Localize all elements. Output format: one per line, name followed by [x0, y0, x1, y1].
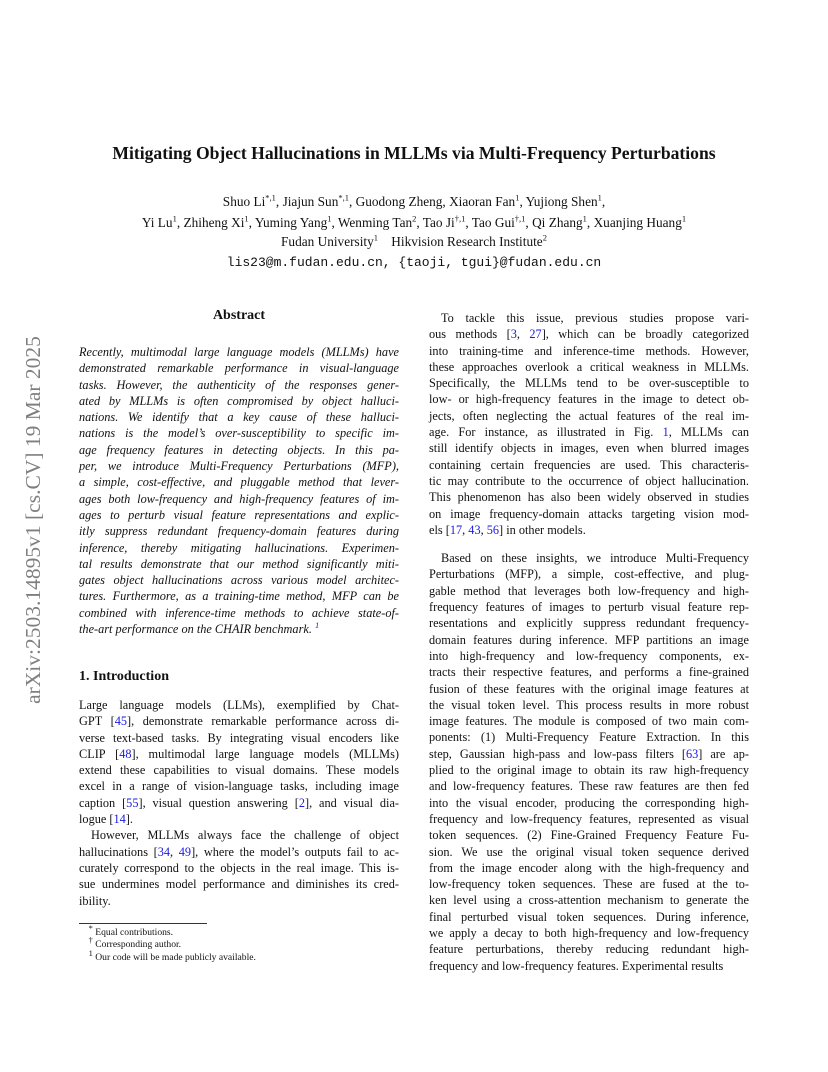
- text-line: frequency and low-frequency features, represented as visual: [429, 811, 749, 826]
- text-line: ibility.: [79, 893, 111, 908]
- author-affiliation-marker: 1: [681, 213, 687, 224]
- text-line: frequency and low-frequency features. Experimental results: [429, 958, 724, 973]
- text-segment: caption [: [79, 795, 127, 810]
- text-line: fusion of these features with the original image features at: [429, 681, 749, 696]
- footnote-marker: 1: [88, 947, 93, 958]
- text-segment: CLIP [: [79, 746, 120, 761]
- citation-link[interactable]: 14: [113, 812, 126, 827]
- citation-link[interactable]: 34: [157, 844, 171, 859]
- author-affiliation-marker: †,1: [514, 213, 526, 224]
- citation-link[interactable]: 45: [114, 714, 127, 729]
- text-segment: ] are ap-: [698, 746, 749, 761]
- text-line: [79, 811, 399, 827]
- abstract-body: [79, 344, 399, 637]
- citation-link[interactable]: 48: [119, 746, 132, 761]
- text-line: on image frequency-domain attacks targeting vision mod-: [429, 506, 749, 521]
- text-segment: ], multimodal large language models (MLLMs): [131, 746, 399, 761]
- author-name: Guodong Zheng: [355, 194, 443, 209]
- introduction-body: [79, 697, 399, 909]
- text-segment: ,: [480, 522, 487, 537]
- text-line: Based on these insights, we introduce Multi-Frequency: [441, 551, 749, 566]
- text-segment: step, Gaussian high-pass and low-pass filters [: [429, 746, 686, 761]
- text-line: [429, 326, 749, 342]
- abstract-heading: Abstract: [212, 308, 266, 323]
- footnote-divider: [79, 923, 207, 924]
- text-line: [429, 522, 749, 538]
- text-line: [79, 713, 399, 729]
- text-segment: GPT [: [79, 714, 115, 729]
- text-line: still identify objects in images, even when blurred images: [429, 441, 749, 456]
- text-line: [79, 795, 399, 811]
- text-line: domain features during inference. MFP partitions an image: [429, 632, 749, 647]
- text-segment: ,: [170, 844, 179, 859]
- text-segment: ], visual question answering [: [138, 795, 299, 810]
- author-affiliation-marker: †,1: [454, 213, 466, 224]
- footnote-item: [79, 922, 399, 939]
- text-line: tal results demonstrate that our method significantly miti-: [79, 556, 399, 571]
- citation-link[interactable]: 49: [178, 844, 192, 859]
- footnote-text: Equal contributions.: [95, 927, 174, 938]
- arxiv-id-text: arXiv:2503.14895v1 [cs.CV] 19 Mar 2025: [21, 336, 45, 704]
- text-segment: age. For instance, as illustrated in Fig.: [429, 425, 663, 440]
- footnote-marker: *: [88, 922, 93, 933]
- text-segment: ].: [125, 812, 133, 827]
- text-line: token sequences. (2) Fine-Grained Frequency Feature Fu-: [429, 828, 749, 843]
- text-line: sion. We use the original visual token sequence derived: [429, 844, 749, 859]
- text-line: and low-frequency features. These raw features are then fed: [429, 779, 749, 794]
- text-segment: ous methods [: [429, 327, 511, 342]
- text-line: tracts their respective features, and performs a fine-grained: [429, 665, 749, 680]
- author-affiliation-marker: 2: [412, 213, 417, 224]
- text-segment: ], where the model’s outputs fail to ac-: [191, 844, 399, 859]
- text-segment: ], demonstrate remarkable performance across di-: [126, 714, 399, 729]
- text-line: tures. Furthermore, as a training-time method, MFP can be: [79, 589, 399, 604]
- paper-title: Mitigating Object Hallucinations in MLLMs via Multi-Frequency Perturbations: [112, 143, 716, 163]
- text-line: plied to the original image to obtain its raw high-frequency: [429, 763, 749, 778]
- text-line: Perturbations (MFP), a simple, cost-effective, and plug-: [429, 567, 749, 582]
- text-line: [429, 746, 749, 762]
- text-line: into training-time and inference-time methods. However,: [429, 343, 749, 358]
- text-line: ponents: (1) Multi-Frequency Feature Extraction. In this: [429, 730, 749, 745]
- text-line: gable method that leverages both low-frequency and high-: [429, 583, 749, 598]
- text-line: we apply a decay to both high-frequency and low-frequency: [429, 925, 749, 940]
- text-line: itly suppress redundant frequency-domain features during: [79, 524, 399, 539]
- paragraph-gap: [429, 538, 749, 550]
- text-line: extend these capabilities to visual domains. These models: [79, 763, 399, 778]
- affiliations: [0, 233, 828, 250]
- citation-link[interactable]: 55: [126, 795, 139, 810]
- author-name: Yujiong Shen: [525, 194, 598, 209]
- text-line: these approaches overlook a critical weakness in MLLMs.: [429, 359, 749, 374]
- text-line: per, we introduce Multi-Frequency Perturbations (MFP),: [79, 459, 399, 474]
- author-affiliation-marker: 1: [327, 213, 332, 224]
- text-line: tic may contribute to the occurrence of object hallucination.: [429, 473, 749, 488]
- footnote-text: Corresponding author.: [95, 939, 182, 951]
- text-line: ated by MLLMs is often compromised by object halluci-: [79, 393, 399, 408]
- author-name: Qi Zhang: [532, 215, 583, 230]
- author-name: Yuming Yang: [254, 215, 328, 230]
- text-line: ken level using a cross-attention mechanism to generate the: [429, 893, 749, 908]
- text-segment: ,: [516, 327, 530, 342]
- citation-link[interactable]: 17: [449, 522, 463, 537]
- author-name: Fudan University: [281, 234, 374, 249]
- citation-link[interactable]: 63: [686, 746, 699, 761]
- citation-link[interactable]: 2: [298, 795, 305, 810]
- right-column-body: [429, 310, 749, 974]
- text-line: Recently, multimodal large language models (MLLMs) have: [79, 345, 399, 359]
- text-segment: ,: [462, 522, 469, 537]
- text-line: nations is the model’s over-susceptibility to specific im-: [79, 426, 399, 441]
- text-line: jects, often neglecting the actual features of the real im-: [429, 408, 749, 423]
- text-line: [79, 746, 399, 762]
- text-line: tasks. However, the authenticity of the responses gener-: [79, 377, 399, 392]
- author-affiliation-marker: 1: [172, 213, 177, 224]
- author-name: Yi Lu: [141, 215, 173, 230]
- author-name: Tao Gui: [471, 215, 515, 230]
- author-list-line-2: Yi Lu$^1$, Zhiheng Xi$^1$, Yuming Yang$^1$, Wenming Tan$^2$, Tao $Ji^{\dagger,1}$, Tao Gui$^{\dagger,1}$, Qi Zhang$^1$, Xuanjing Huang$^1$: [141, 213, 687, 230]
- text-line: Large language models (LLMs), exemplified by Chat-: [79, 698, 399, 712]
- footnote-marker: †: [88, 935, 93, 946]
- citation-link[interactable]: 27: [529, 327, 542, 342]
- text-line: gates object hallucinations across various model architec-: [79, 573, 399, 588]
- author-name: Xuanjing Huang: [593, 215, 682, 230]
- footnotes: [79, 922, 399, 964]
- text-segment: ], which can be broadly categorized: [541, 327, 749, 342]
- text-segment: , MLLMs can: [668, 425, 749, 440]
- text-line: low-frequency token sequences. These are fused at the to-: [429, 877, 749, 892]
- author-affiliation-marker: 1: [582, 213, 587, 224]
- text-line: excel in a range of vision-language tasks, including image: [79, 779, 399, 794]
- text-segment: ], and visual dia-: [304, 795, 399, 810]
- footnote-link[interactable]: 1: [314, 619, 320, 630]
- author-affiliation-marker: 1: [244, 213, 249, 224]
- arxiv-identifier-stamp: [21, 285, 46, 755]
- text-segment: els [: [429, 522, 450, 537]
- text-line: final perturbed visual token sequences. During inference,: [429, 909, 749, 924]
- text-line: demonstrated remarkable performance in visual-language: [79, 361, 399, 376]
- text-line: ages to perturb visual feature representations and explic-: [79, 507, 399, 522]
- text-line: frequency features of images to perturb visual feature rep-: [429, 600, 749, 615]
- section-heading-introduction: 1. Introduction: [79, 669, 169, 684]
- text-line: containing certain frequencies are used. This characteris-: [429, 457, 749, 472]
- text-segment: logue [: [79, 812, 114, 827]
- author-list-line-1: Shuo $Li^{*,1}$, Jiajun Sun$^{*,1}$, Guodong Zheng, Xiaoran Fan$^1$, Yujiong Shen$^1$,: [222, 192, 606, 209]
- text-line: [79, 844, 399, 860]
- author-emails: lis23@m.fudan.edu.cn, {taoji, tgui}@fudan.edu.cn: [226, 255, 602, 270]
- text-line: nations. We identify that a key cause of these halluci-: [79, 410, 399, 425]
- footnote-item: [79, 935, 399, 951]
- author-name: Tao Ji: [422, 215, 455, 230]
- text-line: However, MLLMs always face the challenge of object: [91, 828, 399, 843]
- author-affiliation-marker: 1: [373, 232, 378, 243]
- text-line: This phenomenon has also been widely observed in studies: [429, 490, 749, 505]
- citation-link[interactable]: 56: [486, 522, 500, 537]
- text-line: curately correspond to the objects in the real image. This is-: [79, 860, 399, 875]
- text-line: verse text-based tasks. By integrating visual encoders like: [79, 730, 399, 745]
- text-segment: ] in other models.: [499, 522, 586, 537]
- text-line: sue undermines model performance and diminishes its cred-: [79, 877, 399, 892]
- text-line: from the image encoder along with the high-frequency and: [429, 860, 749, 875]
- text-line: a simple, cost-effective, and pluggable method that lever-: [79, 475, 399, 490]
- text-line: the visual token level. This process results in more robust: [429, 697, 749, 712]
- text-line: into high-frequency and low-frequency components, ex-: [429, 648, 749, 663]
- citation-link[interactable]: 43: [468, 522, 481, 537]
- text-segment: hallucinations [: [79, 844, 158, 859]
- text-line: the-art performance on the CHAIR benchmark. $^1$: [79, 619, 320, 637]
- text-line: inference, thereby mitigating hallucinations. Experimen-: [79, 540, 399, 555]
- author-name: Xiaoran Fan: [449, 194, 516, 209]
- author-affiliation-marker: 1: [515, 192, 520, 203]
- text-line: ages both low-frequency and high-frequency features of im-: [79, 491, 399, 506]
- author-name: Wenming Tan: [337, 215, 413, 230]
- author-name: Jiajun Sun: [282, 194, 339, 209]
- footnote-text: Our code will be made publicly available.: [95, 951, 256, 963]
- author-affiliation-marker: *,1: [265, 192, 276, 203]
- text-line: combined with inference-time methods to achieve state-of-: [79, 605, 399, 620]
- text-line: feature perturbations, thereby reducing redundant high-: [429, 942, 749, 957]
- footnote-item: [79, 947, 399, 964]
- arxiv-stamp-svg: [21, 285, 46, 755]
- citation-link[interactable]: 3: [510, 327, 517, 342]
- author-affiliation-marker: 2: [542, 232, 547, 243]
- text-line: Specifically, the MLLMs tend to be over-susceptible to: [429, 376, 749, 391]
- text-line: resentations and explicitly suppress redundant frequency-: [429, 616, 749, 631]
- author-name: Hikvision Research Institute: [391, 234, 543, 249]
- author-name: Shuo Li: [222, 194, 266, 209]
- text-line: image features. The module is composed of two main com-: [429, 714, 749, 729]
- text-line: age frequency features in detecting objects. In this pa-: [79, 442, 399, 457]
- author-affiliation-marker: *,1: [338, 192, 349, 203]
- text-line: low- or high-frequency features in the image to detect ob-: [429, 392, 749, 407]
- author-affiliation-marker: 1: [597, 192, 602, 203]
- text-line: into the visual encoder, producing the corresponding high-: [429, 795, 749, 810]
- text-line: [429, 424, 749, 440]
- citation-link[interactable]: 1: [662, 425, 669, 440]
- text-line: To tackle this issue, previous studies propose vari-: [441, 311, 749, 325]
- author-name: Zhiheng Xi: [183, 215, 245, 230]
